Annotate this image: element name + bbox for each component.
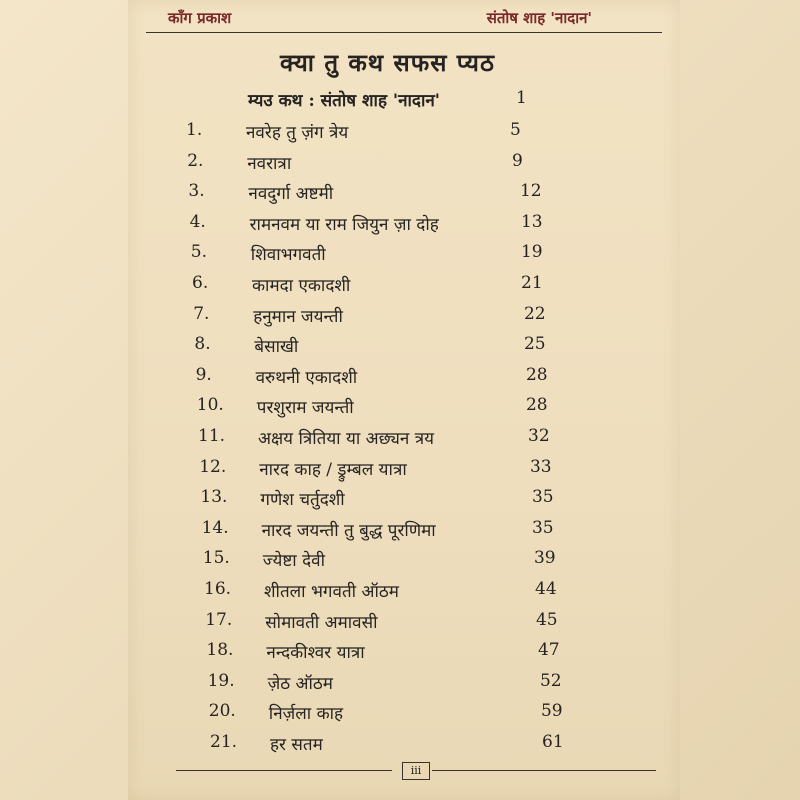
toc-entry-number: 12. (199, 456, 227, 477)
toc-entry (192, 273, 600, 299)
toc-entry (190, 212, 600, 238)
toc-entry-title: कामदा एकादशी (252, 276, 351, 296)
toc-entry-title: बेसाखी (254, 337, 299, 358)
footer-rule-right (432, 770, 656, 771)
toc-entry-title: नवदुर्गा अष्टमी (248, 184, 334, 205)
toc-entry-title: शीतला भगवती ऑठम (264, 582, 399, 602)
toc-entry-page: 39 (533, 548, 556, 569)
toc-entry-page: 21 (521, 273, 543, 293)
footer-page-number: iii (402, 762, 430, 780)
toc-entry (210, 732, 600, 758)
footer-rule-left (176, 770, 392, 771)
toc-entry-number: 2. (187, 150, 204, 171)
toc-entry-number: 15. (202, 548, 230, 569)
toc-entry-page: 33 (529, 456, 552, 477)
toc-entry-number: 14. (201, 517, 229, 538)
toc-entry-page: 32 (528, 426, 550, 446)
toc-entry-page: 9 (511, 150, 523, 171)
toc-entry-number: 3. (188, 181, 205, 202)
toc-entry-page: 5 (510, 120, 521, 140)
toc-entry (199, 457, 600, 483)
toc-entry (203, 548, 600, 574)
toc-entry-title: वरुथनी एकादशी (255, 367, 358, 388)
toc-entry-number: 19. (207, 670, 235, 691)
toc-entry-page: 45 (535, 609, 558, 630)
toc-entry-page: 28 (525, 364, 548, 385)
toc-entry (202, 518, 600, 544)
toc-entry-number: 1. (186, 120, 203, 140)
toc-entry-page: 13 (520, 211, 543, 232)
toc-entry (205, 610, 600, 636)
toc-entry-page: 22 (523, 303, 546, 324)
toc-entry (191, 242, 600, 268)
toc-entry-title: सोमावती अमावसी (265, 612, 378, 633)
toc-entry-page: 52 (539, 670, 562, 691)
toc-entry-number: 5. (190, 242, 208, 263)
toc-entry (204, 579, 600, 605)
toc-entry (194, 334, 600, 360)
toc-entry-page: 35 (531, 517, 554, 538)
toc-entry-title: गणेश चर्तुदशी (260, 490, 345, 511)
toc-entry (200, 487, 600, 513)
toc-entry-number: 13. (200, 487, 228, 508)
toc-entry-title: नवरात्रा (247, 153, 292, 174)
toc-entry (193, 304, 600, 330)
toc-entry-title: नवरेह तु ज़ंग त्रेय (246, 123, 349, 143)
toc-entry-number: 6. (192, 273, 209, 293)
toc-entry-number: 4. (189, 211, 206, 232)
toc-entry-page: 59 (540, 701, 563, 722)
toc-entry-number: 16. (204, 579, 232, 599)
toc-entry (196, 365, 600, 391)
toc-entry-number: 17. (205, 609, 233, 630)
toc-entry-title: निर्ज़ला काह (268, 704, 344, 725)
toc-entry-title: परशुराम जयन्ती (256, 398, 354, 419)
toc-entry (187, 151, 600, 177)
toc-entry-page: 12 (519, 181, 542, 202)
toc-entry-title: हर सतम (270, 735, 323, 755)
toc-entry (209, 701, 600, 727)
toc-entry-number: 20. (208, 701, 236, 722)
toc-entry-title: शिवाभगवती (250, 245, 326, 266)
toc-entry-number: 11. (198, 426, 226, 446)
toc-entry (208, 671, 600, 697)
page-title: क्या तु कथ सफस प्यठ (280, 48, 495, 77)
toc-entry-page: 25 (523, 334, 546, 355)
header-left-text: कॉंग प्रकाश (168, 9, 232, 27)
toc-entry-number: 7. (193, 303, 210, 324)
author-line-label: म्यउ कथ : संतोष शाह 'नादान' (248, 91, 441, 111)
toc-entry-number: 18. (206, 640, 234, 661)
toc-entry (206, 640, 600, 666)
toc-entry-page: 35 (531, 487, 554, 508)
toc-entry-title: हनुमान जयन्ती (253, 306, 343, 327)
toc-entry-title: नारद जयन्ती तु बुद्ध पूरणिमा (261, 520, 436, 541)
author-line-page: 1 (516, 88, 527, 108)
toc-entry-title: ज़ेठ ऑठम (267, 673, 333, 694)
toc-entry-page: 44 (535, 579, 557, 599)
toc-entry-page: 19 (520, 242, 543, 263)
toc-entry-title: नारद काह / ड्रुम्बल यात्रा (259, 459, 407, 480)
toc-entry (188, 181, 600, 207)
toc-entry-number: 10. (196, 395, 224, 416)
header-right-text: संतोष शाह 'नादान' (486, 9, 592, 27)
toc-entry-number: 8. (194, 334, 211, 355)
toc-entry-number: 21. (210, 732, 238, 752)
toc-entry-title: नन्दकीश्वर यात्रा (266, 643, 365, 664)
toc-entry-title: ज्येष्टा देवी (262, 551, 325, 572)
toc-entry-page: 61 (542, 732, 564, 752)
toc-entry-number: 9. (195, 364, 212, 385)
toc-entry-title: अक्षय त्रितिया या अछ्यन त्रय (258, 429, 434, 449)
toc-entry-page: 28 (525, 395, 548, 416)
toc-entry (197, 395, 600, 421)
toc-entry-title: रामनवम या राम जियुन ज़ा दोह (249, 214, 439, 235)
toc-entry (198, 426, 600, 452)
toc-entry-page: 47 (537, 640, 560, 661)
toc-entry (186, 120, 600, 146)
